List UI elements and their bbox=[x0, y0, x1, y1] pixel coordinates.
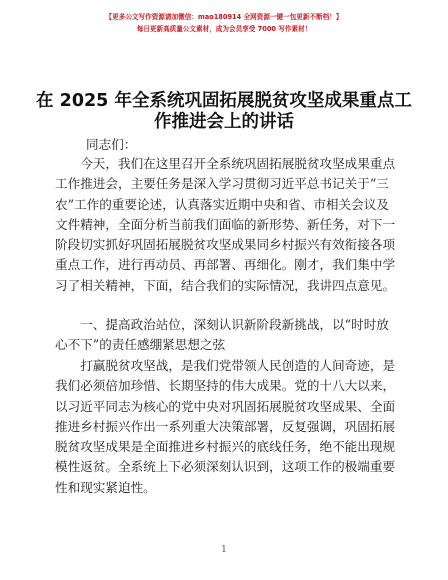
text-line: 推进乡村振兴作出一系列重大决策部署，反复强调，巩固拓展 bbox=[55, 418, 396, 434]
document-title bbox=[0, 91, 448, 133]
text-line: 以习近平同志为核心的党中央对巩固拓展脱贫攻坚成果、全面 bbox=[55, 398, 396, 414]
promo-banner bbox=[0, 11, 448, 35]
heading-line: 一、提高政治站位，深刻认识新阶段新挑战，以“时时放 bbox=[55, 317, 389, 332]
text-line: 习了相关精神，下面，结合我们的实际情况，我讲四点意见。 bbox=[55, 277, 396, 293]
text-line: 文件精神，全面分析当前我们面临的新形势、新任务，对下一 bbox=[55, 216, 396, 232]
paragraph-section-1 bbox=[55, 356, 397, 498]
greeting: 同志们： bbox=[86, 137, 137, 152]
promo-banner-line-1: 【更多公文写作资源请加微信：mao180914 全网资源一键一包更新不断档！】 bbox=[105, 13, 343, 21]
text-line: 工作推进会，主要任务是深入学习贯彻习近平总书记关于“三 bbox=[55, 176, 389, 192]
text-line: 农”工作的重要论述，认真落实近期中央和省、市相关会议及 bbox=[55, 196, 389, 212]
paragraph-intro bbox=[55, 154, 397, 296]
text-line: 今天，我们在这里召开全系统巩固拓展脱贫攻坚成果重点 bbox=[55, 156, 396, 171]
page-number: 1 bbox=[221, 545, 227, 555]
text-line: 重点工作，进行再动员、再部署、再细化。刚才，我们集中学 bbox=[55, 257, 396, 273]
section-heading-1 bbox=[55, 315, 397, 356]
text-line: 模性返贫。全系统上下必须深刻认识到，这项工作的极端重要 bbox=[55, 459, 396, 475]
text-line: 性和现实紧迫性。 bbox=[55, 479, 156, 495]
text-line: 阶段切实抓好巩固拓展脱贫攻坚成果同乡村振兴有效衔接各项 bbox=[55, 237, 396, 253]
document-title-line-2: 作推进会上的讲话 bbox=[154, 112, 294, 132]
text-line: 我们必须倍加珍惜、长期坚持的伟大成果。党的十八大以来， bbox=[55, 378, 396, 394]
text-line: 打赢脱贫攻坚战，是我们党带领人民创造的人间奇迹，是 bbox=[55, 358, 396, 373]
promo-banner-line-2: 每日更新高质量公文素材，成为会员享受 7000 写作素材！ bbox=[136, 25, 312, 33]
document-title-line-1: 在 2025 年全系统巩固拓展脱贫攻坚成果重点工 bbox=[36, 91, 412, 111]
text-line: 脱贫攻坚成果是全面推进乡村振兴的底线任务，绝不能出现规 bbox=[55, 439, 396, 455]
heading-line: 心不下”的责任感绷紧思想之弦 bbox=[55, 337, 226, 353]
